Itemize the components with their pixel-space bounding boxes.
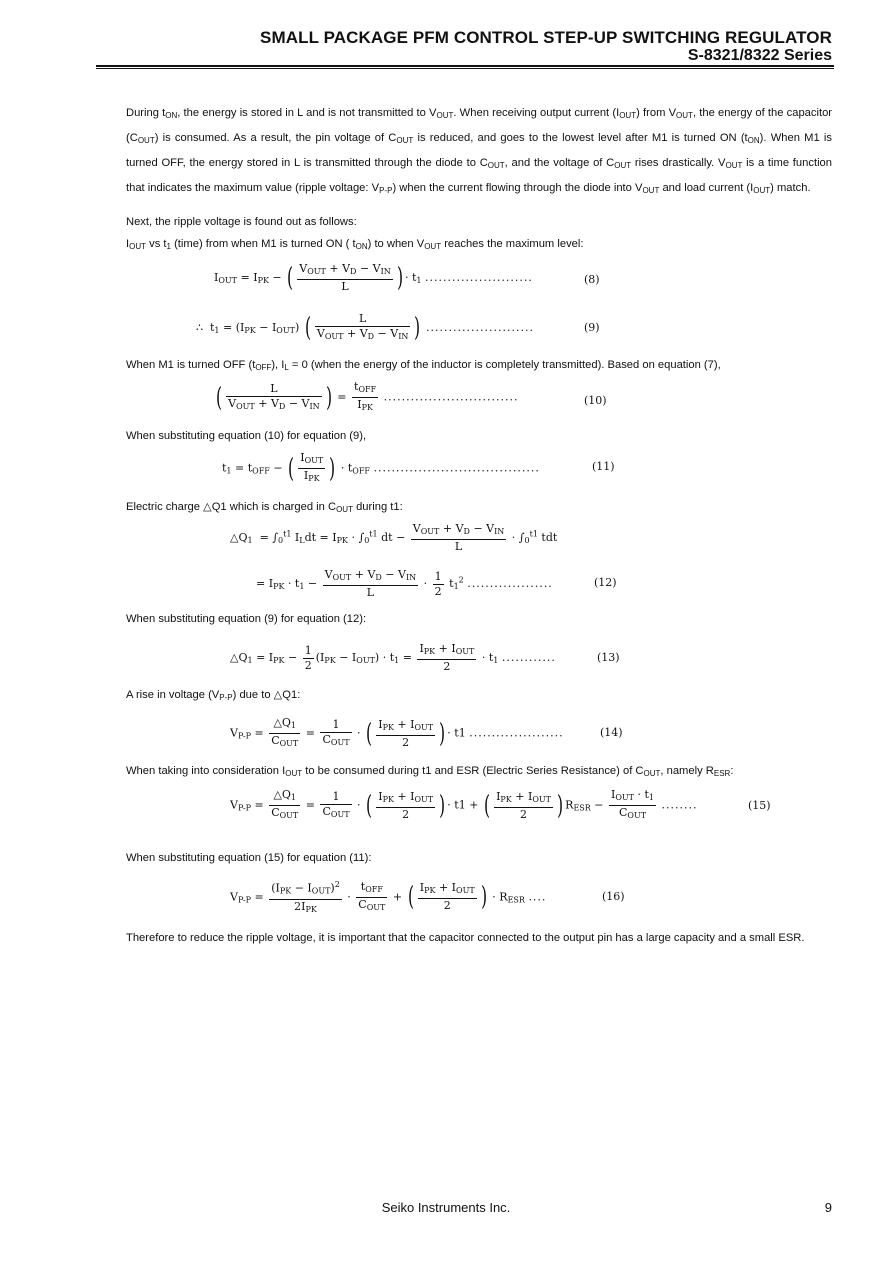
equation-number: (15) bbox=[748, 799, 771, 812]
next-line: Next, the ripple voltage is found out as follows: bbox=[126, 216, 357, 228]
equation-number: (16) bbox=[602, 890, 625, 903]
equation-13: $\triangle Q_1 = I_{PK}$ − $\frac{1}{2}$ $(I_{PK} - I_{OUT}) \cdot t_1$ = $\frac{I_{PK} + I_{OUT}}{2}$ · $t_1$ ............ bbox=[230, 642, 556, 673]
equation-number: (13) bbox=[597, 651, 620, 664]
subst-15-11-line: When substituting equation (15) for equation (11): bbox=[126, 852, 372, 864]
page-number: 9 bbox=[824, 1200, 832, 1215]
conclusion-paragraph: Therefore to reduce the ripple voltage, it is important that the capacitor connected to the output pin has a large capacity and a small ESR. bbox=[126, 932, 805, 944]
equation-number: (12) bbox=[594, 576, 617, 589]
equation-11: $t_1 = t_{OFF}$ − ( $\frac{I_{OUT}}{I_{PK}}$ ) · $t_{OFF}$ ..................................... bbox=[222, 451, 540, 484]
intro-paragraph: During $t_{ON}$, the energy is stored in L and is not transmitted to $V_{OUT}$. When receiving output current $(I_{OUT})$ from $V_{OUT}$, the energy of the capacitor $(C_{OUT})$ is consumed. As a result, the pin voltage of $C_{OUT}$ is reduced, and goes to the lowest level after M1 is turned ON $(t_{ON})$. When M1 is turned OFF, the energy stored in L is transmitted through the diode to $C_{OUT}$, and the voltage of $C_{OUT}$ rises drastically. $V_{OUT}$ is a time function that indicates the maximum value (ripple voltage: $V_{P-P}$) when the current flowing through the diode into $V_{OUT}$ and load current $(I_{OUT})$ match. bbox=[126, 107, 833, 195]
subst-9-12-line: When substituting equation (9) for equation (12): bbox=[126, 613, 367, 625]
equation-number: (14) bbox=[600, 726, 623, 739]
m1-off-line: When M1 is turned OFF $(t_{OFF})$, $I_L = 0$ (when the energy of the inductor is completely transmitted). Based on equation (7), bbox=[126, 359, 721, 372]
subst-10-9-line: When substituting equation (10) for equation (9), bbox=[126, 430, 367, 442]
charge-line: Electric charge △Q1 which is charged in $C_{OUT}$ during t1: bbox=[126, 501, 403, 514]
series-name: S-8321/8322 Series bbox=[687, 47, 832, 64]
esr-line: When taking into consideration $I_{OUT}$ to be consumed during t1 and ESR (Electric Series Resistance) of $C_{OUT}$, namely $R_{ESR}$: bbox=[126, 765, 734, 778]
equation-12-line-2: = $I_{PK} \cdot t_1$ − $\frac{V_{OUT} + V_D - V_{IN}}{L}$ · $\frac{1}{2}$ $t_1^2$ ................... bbox=[256, 568, 553, 599]
equation-number: (10) bbox=[584, 394, 607, 407]
equation-14: $V_{P-P}$ = $\frac{\triangle Q_1}{C_{OUT}}$ = $\frac{1}{C_{OUT}}$ · ( $\frac{I_{PK} + I_{OUT}}{2}$ ) · t1 ..................... bbox=[230, 716, 564, 749]
iout-line: $I_{OUT}$ vs $t_1$ (time) from when M1 is turned ON ( $t_{ON}$) to when $V_{OUT}$ reaches the maximum level: bbox=[126, 238, 584, 251]
rise-line: A rise in voltage $(V_{P-P})$ due to △Q1: bbox=[126, 689, 301, 702]
equation-number: (11) bbox=[592, 460, 615, 473]
footer-company: Seiko Instruments Inc. bbox=[381, 1200, 511, 1215]
equation-12-line-1: $\triangle Q_1 = \int_0^{t1}$ $I_Ldt = I_{PK} \cdot \int_0^{t1}$ dt − $\frac{V_{OUT} + V_D - V_{IN}}{L}$ · $\int_0^{t1}$ tdt bbox=[230, 522, 558, 553]
equation-8: $I_{OUT} = I_{PK}$ − ( $\frac{V_{OUT} + V_D - V_{IN}}{L}$ ) · $t_1$ ........................ bbox=[214, 262, 533, 293]
equation-9: ∴ $t_1 = (I_{PK} - I_{OUT})$ ( $\frac{L}{V_{OUT} + V_D - V_{IN}}$ ) ........................ bbox=[196, 312, 534, 343]
equation-number: (8) bbox=[584, 273, 600, 286]
document-title: SMALL PACKAGE PFM CONTROL STEP-UP SWITCHING REGULATOR bbox=[260, 28, 832, 47]
equation-number: (9) bbox=[584, 321, 600, 334]
header-rule bbox=[96, 65, 834, 67]
equation-15: $V_{P-P}$ = $\frac{\triangle Q_1}{C_{OUT}}$ = $\frac{1}{C_{OUT}}$ · ( $\frac{I_{PK} + I_{OUT}}{2}$ ) · t1 + ( $\frac{I_{PK} + I_{OUT}}{2}$ ) $R_{ESR}$ − $\frac{I_{OUT} \cdot t_1}{C_{OUT}}$ ........ bbox=[230, 788, 698, 821]
equation-10: ( $\frac{L}{V_{OUT} + V_D - V_{IN}}$ ) = $\frac{t_{OFF}}{I_{PK}}$ .............................. bbox=[216, 380, 519, 413]
header-rule-thin bbox=[96, 68, 834, 69]
equation-16: $V_{P-P}$ = $\frac{(I_{PK} - I_{OUT})^2}{2I_{PK}}$ · $\frac{t_{OFF}}{C_{OUT}}$ + ( $\frac{I_{PK} + I_{OUT}}{2}$ ) · $R_{ESR}$ .... bbox=[230, 879, 547, 914]
